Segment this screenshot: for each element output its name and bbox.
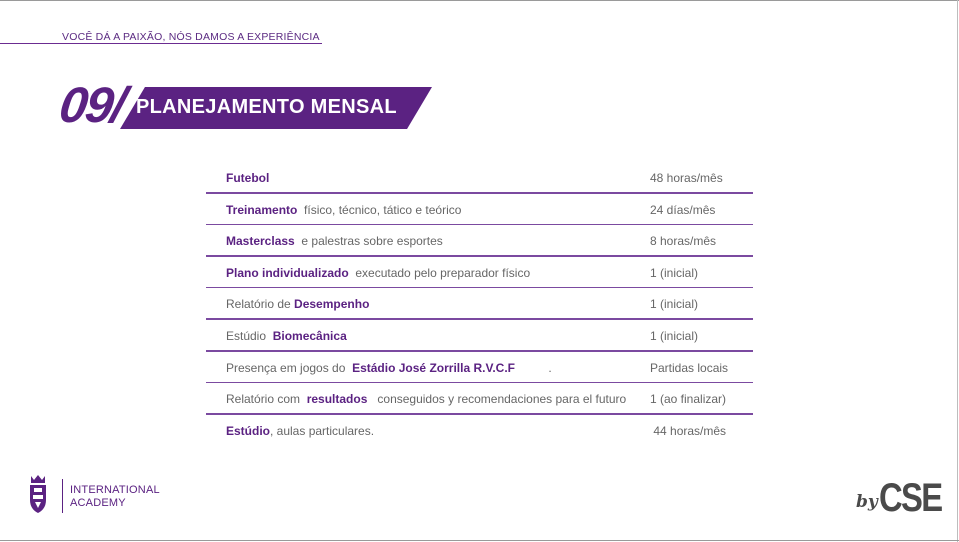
activity-text: , aulas particulares. [270,423,375,438]
activity-highlight: Masterclass [226,234,295,249]
plan-row [206,162,753,194]
plan-row [206,352,753,384]
brand-name-line2: ACADEMY [70,497,126,509]
plan-amount: 1 (inicial) [650,265,699,280]
bottom-border [0,540,959,541]
activity-text: Presença em jogos do [226,360,353,375]
activity-highlight: Desempenho [294,297,370,312]
tagline: VOCÊ DÁ A PAIXÃO, NÓS DAMOS A EXPERIÊNCIA [62,31,320,43]
plan-amount: 1 (inicial) [650,328,699,343]
plan-amount: Partidas locais [650,360,729,375]
plan-amount: 1 (inicial) [650,297,699,312]
plan-activity [226,361,552,375]
plan-amount: 1 (ao finalizar) [650,392,727,407]
activity-text: Relatório com [226,392,307,407]
plan-row [206,383,753,415]
activity-text: executado pelo preparador físico [348,265,531,280]
brand-divider [62,479,63,513]
plan-row [206,288,753,320]
activity-highlight: Biomecânica [272,328,347,343]
brand-name-line1: INTERNATIONAL [70,484,160,496]
top-border [0,0,959,1]
plan-activity [226,234,443,248]
plan-amount: 8 horas/mês [650,234,717,249]
cse-logo: CSE [879,476,942,520]
activity-text: conseguidos y recomendaciones para el futuro [367,392,627,407]
page-title: PLANEJAMENTO MENSAL [136,96,397,118]
plan-activity [226,171,269,185]
plan-activity [226,266,530,280]
activity-highlight: resultados [306,392,368,407]
plan-amount: 44 horas/mês [650,423,727,438]
plan-row [206,194,753,226]
plan-amount: 24 días/mês [650,202,716,217]
activity-highlight: Futebol [226,171,270,185]
plan-row [206,257,753,289]
activity-text: Relatório de [226,297,295,312]
plan-row [206,225,753,257]
activity-highlight: Estúdio [226,423,270,438]
right-border [957,0,958,542]
activity-text: físico, técnico, tático e teórico [297,202,462,217]
activity-text: e palestras sobre esportes [294,234,443,249]
plan-amount: 48 horas/mês [650,171,723,185]
activity-highlight: Plano individualizado [226,265,349,280]
tagline-underline [0,43,322,44]
monthly-plan-table [206,162,753,446]
plan-row [206,415,753,447]
activity-text: . [515,360,552,375]
activity-text: Estúdio [226,328,273,343]
section-number: 09/ [56,77,128,133]
plan-activity [226,203,461,217]
plan-activity [226,297,369,311]
plan-activity [226,329,347,343]
activity-highlight: Estádio José Zorrilla R.V.C.F [352,360,516,375]
plan-activity [226,392,626,406]
by-label: by [856,492,878,512]
crest-icon [26,474,50,514]
plan-row [206,320,753,352]
plan-activity [226,424,374,438]
activity-highlight: Treinamento [226,202,298,217]
